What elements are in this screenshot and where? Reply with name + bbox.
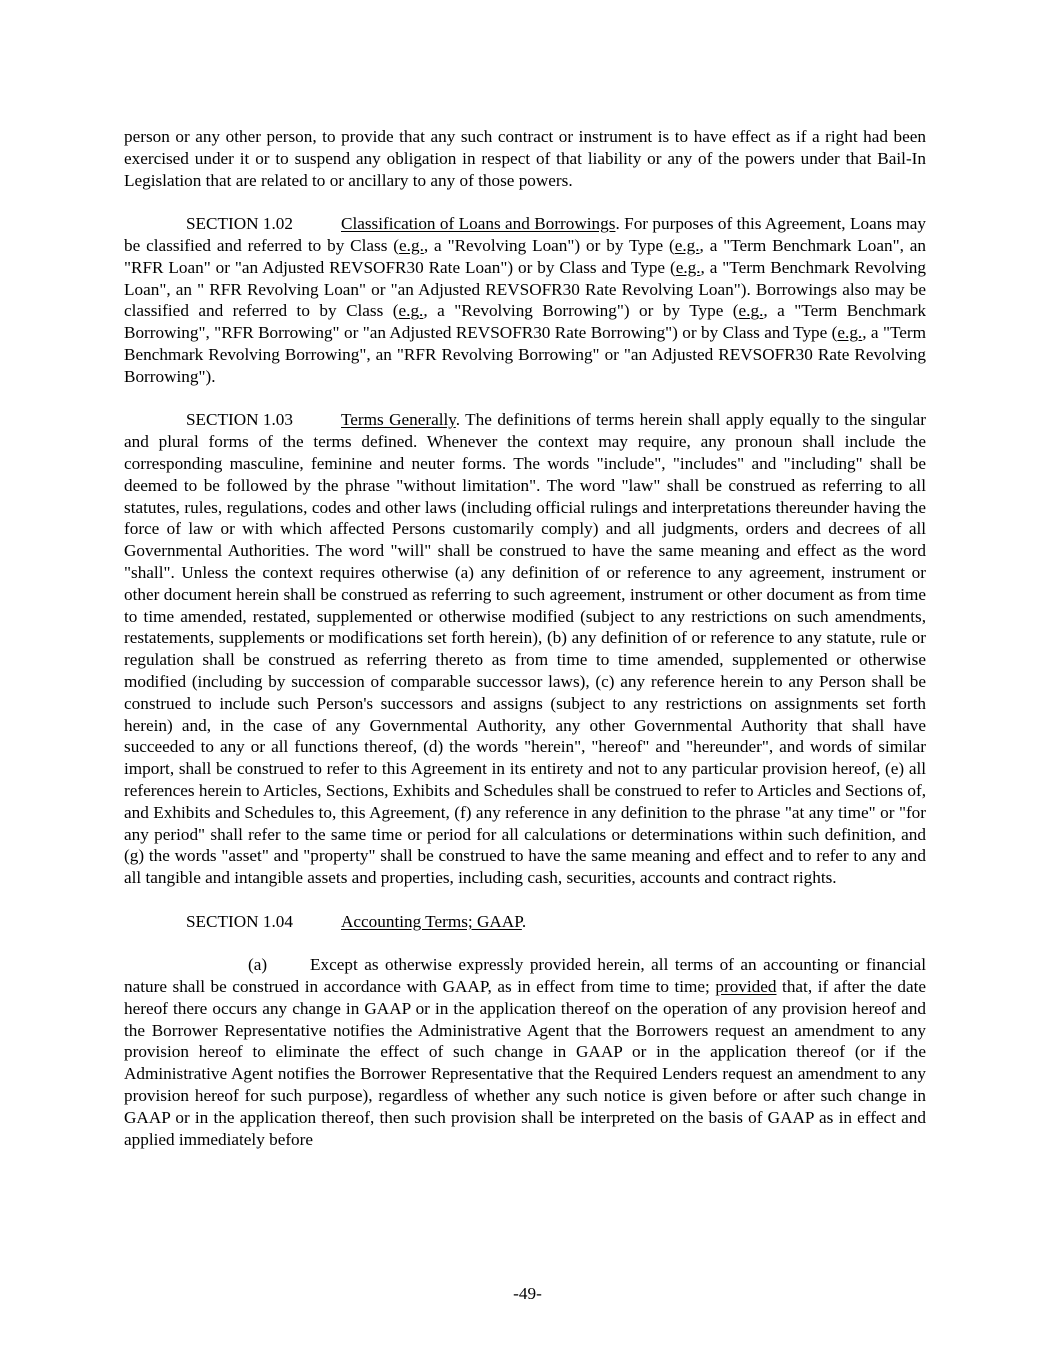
section-text: , a "Term Benchmark Revolving Loan", an " RFR Revolving Loan" or "an Adjusted REVSOFR30 Rate Revolving Loan"). Borrowings also may be classified and referred to by Class (: [124, 257, 926, 321]
subsection-text: Except as otherwise expressly provided herein, all terms of an accounting or financial nature shall be construed in accordance with GAAP, as in effect from time to time;: [124, 955, 926, 997]
subsection-text: that, if after the date hereof there occurs any change in GAAP or in the application thereof on the operation of any provision hereof and the Borrower Representative notifies the Administrative Agent that the Borrowers request an amendment to any provision hereof to eliminate the effect of such change in GAAP or in the application thereof (or if the Administrative Agent notifies the Borrower Representative that the Required Lenders request an amendment to any provision hereof for such purpose), regardless of whether any such notice is given before or after such change in GAAP or in the application thereof, then such provision shall be interpreted on the basis of GAAP as in effect and applied immediately before: [124, 977, 926, 1149]
section-title: Terms Generally: [341, 410, 456, 430]
eg-abbreviation: e.g.: [837, 323, 863, 343]
eg-abbreviation: e.g.: [398, 301, 424, 321]
section-text: . For purposes of this Agreement, Loans may be classified and referred to by Class (: [124, 214, 926, 255]
section-text: , a "Revolving Loan") or by Type (: [423, 235, 675, 255]
section-text: . The definitions of terms herein shall apply equally to the singular and plural forms of the terms defined. Whenever the context may require, any pronoun shall include the corresponding masculine, feminine and neuter forms. The words "include", "includes" and "including" shall be deemed to be followed by the phrase "without limitation". The word "law" shall be construed as referring to all statutes, rules, regulations, codes and other laws (including official rulings and interpretations thereunder having the force of law or with which affected Persons customarily comply) and all judgments, orders and decrees of all Governmental Authorities. The word "will" shall be construed to have the same meaning and effect as the word "shall". Unless the context requires otherwise (a) any definition of or reference to any agreement, instrument or other document herein shall be construed as referring to such agreement, instrument or other document as from time to time amended, restated, supplemented or otherwise modified (subject to any restrictions on such amendments, restatements, supplements or modifications set forth herein), (b) any definition of or reference to any statute, rule or regulation shall be construed as referring thereto as from time to time amended, supplemented or otherwise modified (including by succession of comparable successor laws), (c) any reference herein to any Person shall be construed to include such Person's successors and assigns (subject to any restrictions on assignments set forth herein) and, in the case of any Governmental Authority, any other Governmental Authority that shall have succeeded to any or all functions thereof, (d) the words "herein", "hereof" and "hereunder", and words of similar import, shall be construed to refer to this Agreement in its entirety and not to any particular provision hereof, (e) all references herein to Articles, Sections, Exhibits and Schedules shall be construed to refer to Articles and Sections of, and Exhibits and Schedules to, this Agreement, (f) any reference in any definition to the phrase "at any time" or "for any period" shall refer to the same time or period for all calculations or determinations within such definition, and (g) the words "asset" and "property" shall be construed to have the same meaning and effect and to refer to any and all tangible and intangible assets and properties, including cash, securities, accounts and contract rights.: [124, 410, 926, 888]
page-body: [124, 126, 926, 1172]
section-1-04-heading: [124, 911, 926, 933]
provided-term: provided: [715, 977, 777, 997]
section-text: , a "Revolving Borrowing") or by Type (: [423, 301, 739, 321]
section-1-02-paragraph: [124, 213, 926, 387]
section-number: SECTION 1.02: [186, 214, 293, 234]
section-text: , a "Term Benchmark Revolving Borrowing", an "RFR Revolving Borrowing" or "an Adjusted REVSOFR30 Rate Revolving Borrowing").: [124, 323, 926, 386]
section-number: SECTION 1.04: [186, 911, 293, 931]
eg-abbreviation: e.g.: [675, 257, 701, 277]
section-number: SECTION 1.03: [186, 410, 293, 430]
section-text: .: [521, 911, 527, 931]
eg-abbreviation: e.g.: [738, 301, 764, 321]
section-title: Classification of Loans and Borrowings: [341, 214, 616, 234]
page-number: -49-: [513, 1284, 542, 1303]
section-text: , a "Term Benchmark Loan", an "RFR Loan" or "an Adjusted REVSOFR30 Rate Loan") or by Class and Type (: [124, 235, 926, 277]
section-text: , a "Term Benchmark Borrowing", "RFR Borrowing" or "an Adjusted REVSOFR30 Rate Borrowing") or by Class and Type (: [124, 301, 927, 343]
section-title: Accounting Terms; GAAP: [341, 911, 522, 931]
subsection-label: (a): [248, 955, 268, 975]
section-1-03-paragraph: [124, 409, 926, 889]
eg-abbreviation: e.g.: [674, 235, 700, 255]
eg-abbreviation: e.g.: [399, 235, 424, 255]
continuation-paragraph: person or any other person, to provide that any such contract or instrument is to have effect as if a right had been exercised under it or to suspend any obligation in respect of that liability or any of the powers under that Bail-In Legislation that are related to or ancillary to any of those powers.: [124, 127, 926, 190]
subsection-a-paragraph: [124, 954, 926, 1150]
